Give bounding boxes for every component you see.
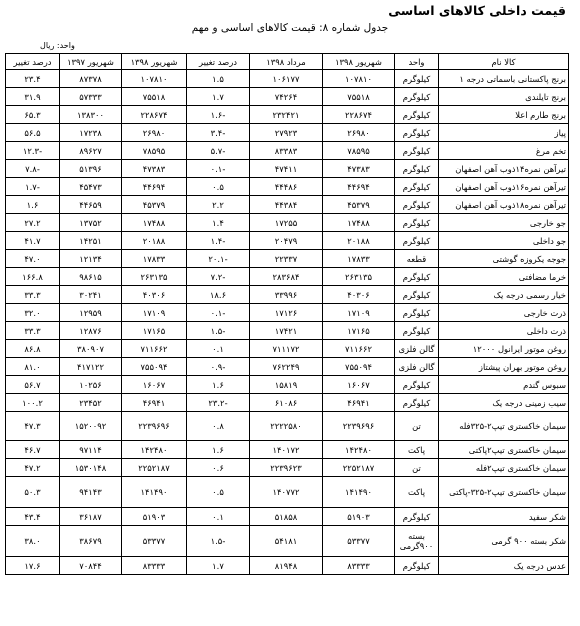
- yearly-change-cell: ۱۰۰.۲: [6, 394, 60, 412]
- price-shahrivar-1398-b-cell: ۱۴۲۴۸۰: [122, 441, 187, 459]
- unit-cell: کیلوگرم: [395, 557, 439, 575]
- unit-cell: قطعه: [395, 250, 439, 268]
- table-row: [6, 304, 569, 322]
- unit-cell: گالن فلزی: [395, 358, 439, 376]
- table-row: [6, 178, 569, 196]
- item-name-cell: برنج پاکستانی باسماتی درجه ۱: [439, 70, 569, 88]
- yearly-change-cell: ۳۱.۹: [6, 88, 60, 106]
- price-shahrivar-1397-cell: ۲۳۴۵۲: [60, 394, 122, 412]
- unit-cell: تن: [395, 412, 439, 441]
- item-name-cell: پیاز: [439, 124, 569, 142]
- table-row: [6, 232, 569, 250]
- price-mordad-1398-cell: ۲۲۲۲۵۸۰: [250, 412, 323, 441]
- table-row: [6, 412, 569, 441]
- price-shahrivar-1398-b-cell: ۲۶۳۱۳۵: [122, 268, 187, 286]
- price-shahrivar-1397-cell: ۳۸۰۹۰۷: [60, 340, 122, 358]
- item-name-cell: برنج طارم اعلا: [439, 106, 569, 124]
- price-shahrivar-1397-cell: ۳۶۱۸۷: [60, 508, 122, 526]
- yearly-change-cell: ۳۳.۳: [6, 322, 60, 340]
- unit-cell: کیلوگرم: [395, 322, 439, 340]
- price-shahrivar-1397-cell: ۱۳۸۳۰۰: [60, 106, 122, 124]
- header-unit: واحد: [395, 54, 439, 70]
- price-mordad-1398-cell: ۸۱۹۴۸: [250, 557, 323, 575]
- price-shahrivar-1398-b-cell: ۴۷۳۸۳: [122, 160, 187, 178]
- price-mordad-1398-cell: ۵۴۱۸۱: [250, 526, 323, 557]
- table-row: [6, 106, 569, 124]
- header-shahrivar-1398-b: شهریور ۱۳۹۸: [122, 54, 187, 70]
- price-shahrivar-1398-b-cell: ۷۸۵۹۵: [122, 142, 187, 160]
- monthly-change-cell: -۷.۲: [187, 268, 250, 286]
- price-shahrivar-1398-cell: ۱۷۴۸۸: [323, 214, 395, 232]
- unit-cell: کیلوگرم: [395, 196, 439, 214]
- price-shahrivar-1398-b-cell: ۴۵۳۷۹: [122, 196, 187, 214]
- price-shahrivar-1398-cell: ۱۶۰۶۷: [323, 376, 395, 394]
- price-shahrivar-1398-cell: ۴۰۳۰۶: [323, 286, 395, 304]
- price-shahrivar-1398-b-cell: ۱۴۱۴۹۰: [122, 477, 187, 508]
- price-shahrivar-1398-cell: ۱۷۸۳۳: [323, 250, 395, 268]
- price-shahrivar-1398-b-cell: ۱۷۱۰۹: [122, 304, 187, 322]
- item-name-cell: تیرآهن نمره۱۶ذوب آهن اصفهان: [439, 178, 569, 196]
- price-shahrivar-1398-cell: ۲۲۳۹۶۹۶: [323, 412, 395, 441]
- price-mordad-1398-cell: ۱۷۱۲۶: [250, 304, 323, 322]
- price-shahrivar-1398-cell: ۲۶۳۱۳۵: [323, 268, 395, 286]
- price-shahrivar-1398-cell: ۴۶۹۴۱: [323, 394, 395, 412]
- price-mordad-1398-cell: ۴۴۳۸۴: [250, 196, 323, 214]
- monthly-change-cell: ۱.۶: [187, 441, 250, 459]
- item-name-cell: سیمان خاکستری تیپ۲فله: [439, 459, 569, 477]
- table-row: [6, 88, 569, 106]
- price-shahrivar-1398-cell: ۲۲۸۶۷۴: [323, 106, 395, 124]
- table-row: [6, 358, 569, 376]
- table-row: [6, 268, 569, 286]
- table-row: [6, 394, 569, 412]
- table-row: [6, 459, 569, 477]
- monthly-change-cell: -۰.۱: [187, 304, 250, 322]
- yearly-change-cell: -۱۲.۳: [6, 142, 60, 160]
- item-name-cell: ذرت خارجی: [439, 304, 569, 322]
- unit-cell: تن: [395, 459, 439, 477]
- price-shahrivar-1398-cell: ۲۶۹۸۰: [323, 124, 395, 142]
- yearly-change-cell: ۴۷.۲: [6, 459, 60, 477]
- price-shahrivar-1397-cell: ۱۴۲۵۱: [60, 232, 122, 250]
- price-mordad-1398-cell: ۲۲۳۳۷: [250, 250, 323, 268]
- price-shahrivar-1397-cell: ۹۷۱۱۴: [60, 441, 122, 459]
- item-name-cell: روغن موتور بهران پیشتاز: [439, 358, 569, 376]
- price-shahrivar-1398-b-cell: ۷۵۵۱۸: [122, 88, 187, 106]
- table-row: [6, 196, 569, 214]
- price-shahrivar-1398-b-cell: ۱۶۰۶۷: [122, 376, 187, 394]
- yearly-change-cell: ۸۱.۰: [6, 358, 60, 376]
- table-row: [6, 214, 569, 232]
- item-name-cell: شکر بسته ۹۰۰ گرمی: [439, 526, 569, 557]
- unit-cell: کیلوگرم: [395, 508, 439, 526]
- item-name-cell: شکر سفید: [439, 508, 569, 526]
- yearly-change-cell: ۲۳.۴: [6, 70, 60, 88]
- price-shahrivar-1397-cell: ۱۵۲۰۰۹۲: [60, 412, 122, 441]
- price-shahrivar-1398-cell: ۷۱۱۶۶۲: [323, 340, 395, 358]
- table-row: [6, 70, 569, 88]
- price-shahrivar-1397-cell: ۱۲۹۵۹: [60, 304, 122, 322]
- yearly-change-cell: ۴۷.۳: [6, 412, 60, 441]
- price-shahrivar-1397-cell: ۱۷۲۳۸: [60, 124, 122, 142]
- table-row: [6, 557, 569, 575]
- price-shahrivar-1398-cell: ۴۷۳۸۳: [323, 160, 395, 178]
- monthly-change-cell: ۱۸.۶: [187, 286, 250, 304]
- header-mordad-1398: مرداد ۱۳۹۸: [250, 54, 323, 70]
- price-shahrivar-1398-b-cell: ۱۰۷۸۱۰: [122, 70, 187, 88]
- table-caption: جدول شماره ۸: قیمت کالاهای اساسی و مهم: [191, 22, 389, 34]
- unit-cell: کیلوگرم: [395, 124, 439, 142]
- price-mordad-1398-cell: ۲۸۳۶۸۴: [250, 268, 323, 286]
- price-shahrivar-1398-cell: ۴۴۶۹۴: [323, 178, 395, 196]
- monthly-change-cell: ۰.۱: [187, 340, 250, 358]
- item-name-cell: برنج تایلندی: [439, 88, 569, 106]
- monthly-change-cell: -۲۰.۱: [187, 250, 250, 268]
- yearly-change-cell: -۱.۷: [6, 178, 60, 196]
- price-shahrivar-1397-cell: ۴۱۷۱۲۲: [60, 358, 122, 376]
- table-row: [6, 142, 569, 160]
- table-row: [6, 160, 569, 178]
- price-mordad-1398-cell: ۱۷۴۲۱: [250, 322, 323, 340]
- price-shahrivar-1398-cell: ۱۰۷۸۱۰: [323, 70, 395, 88]
- header-shahrivar-1398: شهریور ۱۳۹۸: [323, 54, 395, 70]
- price-shahrivar-1398-b-cell: ۲۰۱۸۸: [122, 232, 187, 250]
- monthly-change-cell: -۳.۴: [187, 124, 250, 142]
- price-mordad-1398-cell: ۸۳۳۸۳: [250, 142, 323, 160]
- item-name-cell: خیار رسمی درجه یک: [439, 286, 569, 304]
- unit-label: واحد: ریال: [40, 41, 75, 50]
- price-shahrivar-1398-cell: ۷۸۵۹۵: [323, 142, 395, 160]
- monthly-change-cell: -۲۳.۲: [187, 394, 250, 412]
- yearly-change-cell: ۱.۶: [6, 196, 60, 214]
- price-mordad-1398-cell: ۱۴۰۱۷۲: [250, 441, 323, 459]
- monthly-change-cell: ۰.۱: [187, 508, 250, 526]
- price-shahrivar-1397-cell: ۴۴۶۵۹: [60, 196, 122, 214]
- unit-cell: کیلوگرم: [395, 106, 439, 124]
- price-shahrivar-1398-b-cell: ۵۳۳۷۷: [122, 526, 187, 557]
- price-shahrivar-1397-cell: ۵۱۳۹۶: [60, 160, 122, 178]
- price-shahrivar-1398-cell: ۵۳۳۷۷: [323, 526, 395, 557]
- price-shahrivar-1398-cell: ۲۰۱۸۸: [323, 232, 395, 250]
- price-shahrivar-1398-cell: ۸۳۳۳۳: [323, 557, 395, 575]
- yearly-change-cell: ۴۱.۷: [6, 232, 60, 250]
- unit-cell: کیلوگرم: [395, 304, 439, 322]
- price-shahrivar-1398-b-cell: ۲۲۸۶۷۴: [122, 106, 187, 124]
- price-mordad-1398-cell: ۷۶۲۲۴۹: [250, 358, 323, 376]
- price-mordad-1398-cell: ۴۴۴۸۶: [250, 178, 323, 196]
- item-name-cell: تیرآهن نمره۱۴ذوب آهن اصفهان: [439, 160, 569, 178]
- monthly-change-cell: ۲.۲: [187, 196, 250, 214]
- price-shahrivar-1398-cell: ۱۷۱۰۹: [323, 304, 395, 322]
- unit-cell: پاکت: [395, 477, 439, 508]
- item-name-cell: تخم مرغ: [439, 142, 569, 160]
- yearly-change-cell: ۴۷.۰: [6, 250, 60, 268]
- price-shahrivar-1397-cell: ۱۲۱۳۴: [60, 250, 122, 268]
- price-shahrivar-1398-b-cell: ۲۲۳۹۶۹۶: [122, 412, 187, 441]
- yearly-change-cell: -۷.۸: [6, 160, 60, 178]
- item-name-cell: ذرت داخلی: [439, 322, 569, 340]
- price-shahrivar-1398-b-cell: ۷۵۵۰۹۴: [122, 358, 187, 376]
- table-row: [6, 286, 569, 304]
- header-yearly-change: درصد تغییر: [6, 54, 60, 70]
- yearly-change-cell: ۲۷.۲: [6, 214, 60, 232]
- item-name-cell: تیرآهن نمره۱۸ذوب آهن اصفهان: [439, 196, 569, 214]
- table-body: [6, 70, 569, 575]
- page-title: قیمت داخلی کالاهای اساسی: [388, 3, 566, 18]
- unit-cell: بسته ۹۰۰گرمی: [395, 526, 439, 557]
- unit-cell: کیلوگرم: [395, 178, 439, 196]
- price-shahrivar-1397-cell: ۱۳۷۵۲: [60, 214, 122, 232]
- price-mordad-1398-cell: ۲۰۴۷۹: [250, 232, 323, 250]
- table-row: [6, 322, 569, 340]
- item-name-cell: سبوس گندم: [439, 376, 569, 394]
- price-shahrivar-1397-cell: ۱۲۸۷۶: [60, 322, 122, 340]
- unit-cell: کیلوگرم: [395, 160, 439, 178]
- unit-cell: کیلوگرم: [395, 394, 439, 412]
- price-shahrivar-1398-b-cell: ۲۲۵۲۱۸۷: [122, 459, 187, 477]
- price-shahrivar-1397-cell: ۸۹۶۲۷: [60, 142, 122, 160]
- item-name-cell: سیمان خاکستری تیپ۲-۳۲۵-پاکتی: [439, 477, 569, 508]
- yearly-change-cell: ۱۶۶.۸: [6, 268, 60, 286]
- table-row: [6, 250, 569, 268]
- table-row: [6, 376, 569, 394]
- item-name-cell: سیمان خاکستری تیپ۲-۳۲۵فله: [439, 412, 569, 441]
- monthly-change-cell: -۱.۴: [187, 232, 250, 250]
- price-shahrivar-1397-cell: ۸۷۳۷۸: [60, 70, 122, 88]
- monthly-change-cell: ۱.۶: [187, 376, 250, 394]
- price-shahrivar-1397-cell: ۹۸۶۱۵: [60, 268, 122, 286]
- unit-cell: کیلوگرم: [395, 70, 439, 88]
- price-shahrivar-1398-b-cell: ۲۶۹۸۰: [122, 124, 187, 142]
- monthly-change-cell: ۰.۵: [187, 178, 250, 196]
- monthly-change-cell: ۱.۷: [187, 88, 250, 106]
- monthly-change-cell: ۱.۴: [187, 214, 250, 232]
- yearly-change-cell: ۴۳.۴: [6, 508, 60, 526]
- price-mordad-1398-cell: ۷۱۱۱۷۲: [250, 340, 323, 358]
- price-mordad-1398-cell: ۱۰۶۱۷۷: [250, 70, 323, 88]
- yearly-change-cell: ۴۶.۷: [6, 441, 60, 459]
- monthly-change-cell: ۱.۷: [187, 557, 250, 575]
- yearly-change-cell: ۱۷.۶: [6, 557, 60, 575]
- price-mordad-1398-cell: ۶۱۰۸۶: [250, 394, 323, 412]
- monthly-change-cell: -۰.۱: [187, 160, 250, 178]
- price-shahrivar-1398-b-cell: ۱۷۸۳۳: [122, 250, 187, 268]
- unit-cell: کیلوگرم: [395, 376, 439, 394]
- table-row: [6, 340, 569, 358]
- unit-cell: کیلوگرم: [395, 286, 439, 304]
- unit-cell: کیلوگرم: [395, 88, 439, 106]
- price-mordad-1398-cell: ۱۵۸۱۹: [250, 376, 323, 394]
- table-row: [6, 477, 569, 508]
- price-shahrivar-1397-cell: ۳۰۲۴۱: [60, 286, 122, 304]
- yearly-change-cell: ۵۶.۷: [6, 376, 60, 394]
- price-shahrivar-1398-b-cell: ۱۷۴۸۸: [122, 214, 187, 232]
- price-shahrivar-1398-b-cell: ۴۰۳۰۶: [122, 286, 187, 304]
- price-shahrivar-1398-cell: ۷۵۵۰۹۴: [323, 358, 395, 376]
- table-header-row: [6, 54, 569, 70]
- price-shahrivar-1397-cell: ۹۴۱۴۳: [60, 477, 122, 508]
- price-mordad-1398-cell: ۱۴۰۷۷۲: [250, 477, 323, 508]
- price-shahrivar-1398-cell: ۴۵۳۷۹: [323, 196, 395, 214]
- price-shahrivar-1397-cell: ۵۷۳۳۳: [60, 88, 122, 106]
- price-mordad-1398-cell: ۷۴۲۶۴: [250, 88, 323, 106]
- price-shahrivar-1398-cell: ۱۴۱۴۹۰: [323, 477, 395, 508]
- item-name-cell: خرما مضافتی: [439, 268, 569, 286]
- price-shahrivar-1397-cell: ۳۸۶۷۹: [60, 526, 122, 557]
- price-shahrivar-1398-cell: ۲۲۵۲۱۸۷: [323, 459, 395, 477]
- unit-cell: گالن فلزی: [395, 340, 439, 358]
- price-shahrivar-1397-cell: ۴۵۴۷۳: [60, 178, 122, 196]
- price-shahrivar-1398-cell: ۵۱۹۰۳: [323, 508, 395, 526]
- price-shahrivar-1398-b-cell: ۴۶۹۴۱: [122, 394, 187, 412]
- monthly-change-cell: ۱.۵: [187, 70, 250, 88]
- monthly-change-cell: -۰.۹: [187, 358, 250, 376]
- item-name-cell: جوجه یکروزه گوشتی: [439, 250, 569, 268]
- yearly-change-cell: ۵۶.۵: [6, 124, 60, 142]
- monthly-change-cell: -۱.۶: [187, 106, 250, 124]
- price-shahrivar-1398-cell: ۷۵۵۱۸: [323, 88, 395, 106]
- price-shahrivar-1397-cell: ۱۰۲۵۶: [60, 376, 122, 394]
- header-monthly-change: درصد تغییر: [187, 54, 250, 70]
- unit-cell: کیلوگرم: [395, 142, 439, 160]
- price-shahrivar-1398-cell: ۱۴۲۴۸۰: [323, 441, 395, 459]
- price-shahrivar-1398-b-cell: ۵۱۹۰۳: [122, 508, 187, 526]
- table-row: [6, 441, 569, 459]
- price-mordad-1398-cell: ۲۳۲۴۲۱: [250, 106, 323, 124]
- yearly-change-cell: ۵۰.۳: [6, 477, 60, 508]
- item-name-cell: روغن موتور ایرانول ۱۲۰۰۰: [439, 340, 569, 358]
- price-mordad-1398-cell: ۱۷۲۵۵: [250, 214, 323, 232]
- monthly-change-cell: -۵.۷: [187, 142, 250, 160]
- table-row: [6, 124, 569, 142]
- price-mordad-1398-cell: ۳۳۹۹۶: [250, 286, 323, 304]
- price-shahrivar-1397-cell: ۷۰۸۴۴: [60, 557, 122, 575]
- price-table: [5, 53, 569, 575]
- price-mordad-1398-cell: ۲۷۹۲۳: [250, 124, 323, 142]
- item-name-cell: جو داخلی: [439, 232, 569, 250]
- header-item-name: کالا نام: [439, 54, 569, 70]
- yearly-change-cell: ۶۵.۳: [6, 106, 60, 124]
- item-name-cell: سیمان خاکستری تیپ۲پاکتی: [439, 441, 569, 459]
- monthly-change-cell: ۰.۵: [187, 477, 250, 508]
- unit-cell: کیلوگرم: [395, 214, 439, 232]
- monthly-change-cell: -۱.۵: [187, 526, 250, 557]
- table-row: [6, 526, 569, 557]
- price-mordad-1398-cell: ۴۷۴۱۱: [250, 160, 323, 178]
- price-shahrivar-1397-cell: ۱۵۳۰۱۴۸: [60, 459, 122, 477]
- monthly-change-cell: ۰.۶: [187, 459, 250, 477]
- monthly-change-cell: -۱.۵: [187, 322, 250, 340]
- item-name-cell: سیب زمینی درجه یک: [439, 394, 569, 412]
- unit-cell: پاکت: [395, 441, 439, 459]
- yearly-change-cell: ۸۶.۸: [6, 340, 60, 358]
- price-shahrivar-1398-b-cell: ۴۴۶۹۴: [122, 178, 187, 196]
- price-shahrivar-1398-b-cell: ۷۱۱۶۶۲: [122, 340, 187, 358]
- price-mordad-1398-cell: ۵۱۸۵۸: [250, 508, 323, 526]
- table-row: [6, 508, 569, 526]
- unit-cell: کیلوگرم: [395, 268, 439, 286]
- yearly-change-cell: ۳۳.۳: [6, 286, 60, 304]
- price-shahrivar-1398-b-cell: ۸۳۳۳۳: [122, 557, 187, 575]
- unit-cell: کیلوگرم: [395, 232, 439, 250]
- yearly-change-cell: ۳۸.۰: [6, 526, 60, 557]
- header-shahrivar-1397: شهریور ۱۳۹۷: [60, 54, 122, 70]
- monthly-change-cell: ۰.۸: [187, 412, 250, 441]
- item-name-cell: عدس درجه یک: [439, 557, 569, 575]
- price-shahrivar-1398-b-cell: ۱۷۱۶۵: [122, 322, 187, 340]
- price-mordad-1398-cell: ۲۲۳۹۶۲۳: [250, 459, 323, 477]
- price-shahrivar-1398-cell: ۱۷۱۶۵: [323, 322, 395, 340]
- yearly-change-cell: ۳۲.۰: [6, 304, 60, 322]
- item-name-cell: جو خارجی: [439, 214, 569, 232]
